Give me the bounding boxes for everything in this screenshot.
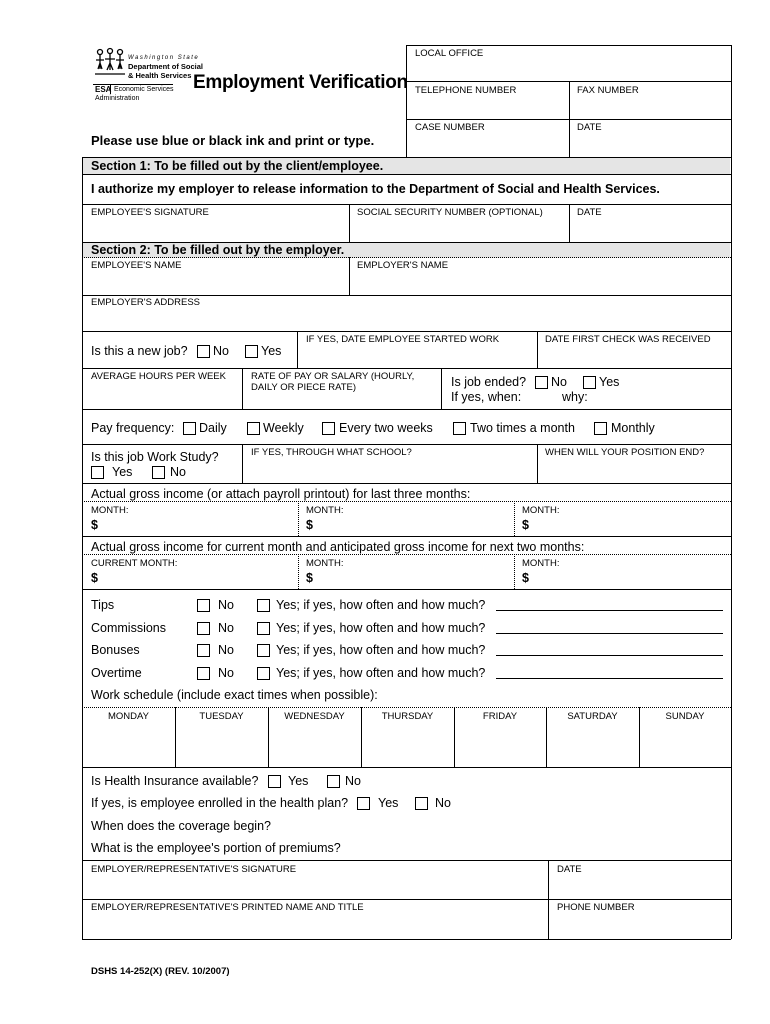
current-month-field[interactable]: CURRENT MONTH: [91,558,178,569]
first-check-field[interactable]: DATE FIRST CHECK WAS RECEIVED [545,334,711,345]
job-ended-no-label: No [551,375,567,389]
state-label: Washington State [128,55,200,61]
freq-daily-label: Daily [199,421,227,435]
gross-current-heading: Actual gross income for current month and anticipated gross income for next two months: [91,540,585,554]
form-number: DSHS 14-252(X) (REV. 10/2007) [91,966,230,977]
past-amount-1: $ [91,518,98,532]
rep-signature-field[interactable]: EMPLOYER/REPRESENTATIVE'S SIGNATURE [91,864,297,875]
past-amount-2: $ [306,518,313,532]
job-ended-why-field[interactable]: why: [562,390,588,404]
rate-line-1[interactable]: RATE OF PAY OR SALARY (HOURLY, [251,371,415,382]
enrolled-no-checkbox[interactable] [415,797,428,810]
freq-two-weeks-checkbox[interactable] [322,422,335,435]
next-month-1-field[interactable]: MONTH: [306,558,344,569]
new-job-question: Is this a new job? [91,344,188,358]
next-amount-1: $ [306,571,313,585]
overtime-label: Overtime [91,666,142,680]
employee-name-field[interactable]: EMPLOYEE'S NAME [91,260,182,271]
past-month-2-field[interactable]: MONTH: [306,505,344,516]
dept-line-1: Department of Social [128,62,204,71]
freq-two-weeks-label: Every two weeks [339,421,433,435]
date-started-field[interactable]: IF YES, DATE EMPLOYEE STARTED WORK [306,334,500,345]
work-study-question: Is this job Work Study? [91,450,219,464]
work-schedule-heading: Work schedule (include exact times when possible): [91,688,378,702]
form-title: Employment Verification [193,72,408,93]
freq-two-month-label: Two times a month [470,421,575,435]
avg-hours-field[interactable]: AVERAGE HOURS PER WEEK [91,371,226,382]
premium-portion-question[interactable]: What is the employee's portion of premiums? [91,841,341,855]
office-date-field[interactable]: DATE [577,122,602,133]
rep-date-field[interactable]: DATE [557,864,582,875]
employee-signature-field[interactable]: EMPLOYEE'S SIGNATURE [91,207,209,218]
freq-weekly-checkbox[interactable] [247,422,260,435]
tips-amount-line[interactable] [496,610,723,611]
new-job-yes-checkbox[interactable] [245,345,258,358]
bonuses-yes-checkbox[interactable] [257,644,270,657]
job-ended-no-checkbox[interactable] [535,376,548,389]
new-job-no-checkbox[interactable] [197,345,210,358]
fax-field[interactable]: FAX NUMBER [577,85,639,96]
overtime-no-checkbox[interactable] [197,667,210,680]
dept-line-2: & Health Services [128,71,192,80]
authorization-statement: I authorize my employer to release information to the Department of Social and Health Services. [91,182,660,196]
commissions-amount-line[interactable] [496,633,723,634]
ssn-field[interactable]: SOCIAL SECURITY NUMBER (OPTIONAL) [357,207,543,218]
coverage-begin-question[interactable]: When does the coverage begin? [91,819,271,833]
job-ended-yes-checkbox[interactable] [583,376,596,389]
job-ended-when-field[interactable]: If yes, when: [451,390,522,404]
tips-no-label: No [218,598,234,612]
bonuses-no-label: No [218,643,234,657]
schedule-thursday[interactable]: THURSDAY [381,711,434,722]
health-no-checkbox[interactable] [327,775,340,788]
tips-label: Tips [91,598,115,612]
next-amount-2: $ [522,571,529,585]
overtime-yes-checkbox[interactable] [257,667,270,680]
commissions-no-checkbox[interactable] [197,622,210,635]
freq-weekly-label: Weekly [263,421,304,435]
tips-how-often-label: Yes; if yes, how often and how much? [276,598,486,612]
schedule-monday[interactable]: MONDAY [108,711,149,722]
health-yes-label: Yes [288,774,309,788]
section2-heading: Section 2: To be filled out by the employer. [91,243,345,257]
work-study-no-checkbox[interactable] [152,466,165,479]
bonuses-label: Bonuses [91,643,140,657]
ink-instruction: Please use blue or black ink and print or type. [91,133,375,148]
commissions-label: Commissions [91,621,167,635]
commissions-how-often-label: Yes; if yes, how often and how much? [276,621,486,635]
pay-frequency-label: Pay frequency: [91,421,175,435]
section1-heading: Section 1: To be filled out by the client/employee. [91,159,384,173]
work-study-yes-label: Yes [112,465,133,479]
rep-phone-field[interactable]: PHONE NUMBER [557,902,635,913]
new-job-no-label: No [213,344,229,358]
past-month-1-field[interactable]: MONTH: [91,505,129,516]
overtime-no-label: No [218,666,234,680]
telephone-field[interactable]: TELEPHONE NUMBER [415,85,517,96]
schedule-wednesday[interactable]: WEDNESDAY [284,711,345,722]
employer-address-field[interactable]: EMPLOYER'S ADDRESS [91,297,200,308]
tips-yes-checkbox[interactable] [257,599,270,612]
freq-monthly-checkbox[interactable] [594,422,607,435]
enrolled-yes-checkbox[interactable] [357,797,370,810]
schedule-sunday[interactable]: SUNDAY [665,711,705,722]
work-study-yes-checkbox[interactable] [91,466,104,479]
enrolled-no-label: No [435,796,451,810]
enrolled-yes-label: Yes [378,796,399,810]
local-office-field[interactable]: LOCAL OFFICE [415,48,484,59]
work-study-no-label: No [170,465,186,479]
employer-name-field[interactable]: EMPLOYER'S NAME [357,260,449,271]
schedule-saturday[interactable]: SATURDAY [567,711,618,722]
employee-date-field[interactable]: DATE [577,207,602,218]
past-amount-3: $ [522,518,529,532]
freq-daily-checkbox[interactable] [183,422,196,435]
next-month-2-field[interactable]: MONTH: [522,558,560,569]
rate-line-2: DAILY OR PIECE RATE) [251,382,357,393]
past-month-3-field[interactable]: MONTH: [522,505,560,516]
esa-line-1: Economic Services [114,86,174,93]
commissions-yes-checkbox[interactable] [257,622,270,635]
new-job-yes-label: Yes [261,344,282,358]
health-insurance-question: Is Health Insurance available? [91,774,259,788]
dshs-logo-icon [93,46,127,88]
esa-line-2: Administration [95,95,140,102]
schedule-tuesday[interactable]: TUESDAY [199,711,244,722]
overtime-amount-line[interactable] [496,678,723,679]
school-field[interactable]: IF YES, THROUGH WHAT SCHOOL? [251,447,412,458]
job-ended-yes-label: Yes [599,375,620,389]
gross-last3-heading: Actual gross income (or attach payroll printout) for last three months: [91,487,471,501]
bonuses-no-checkbox[interactable] [197,644,210,657]
esa-abbr: ESA [95,85,112,94]
rep-name-title-field[interactable]: EMPLOYER/REPRESENTATIVE'S PRINTED NAME AND TITLE [91,902,364,913]
overtime-how-often-label: Yes; if yes, how often and how much? [276,666,486,680]
case-number-field[interactable]: CASE NUMBER [415,122,485,133]
health-no-label: No [345,774,361,788]
commissions-no-label: No [218,621,234,635]
schedule-friday[interactable]: FRIDAY [482,711,518,722]
position-end-field[interactable]: WHEN WILL YOUR POSITION END? [545,447,705,458]
freq-monthly-label: Monthly [611,421,655,435]
health-yes-checkbox[interactable] [268,775,281,788]
current-amount: $ [91,571,98,585]
bonuses-amount-line[interactable] [496,655,723,656]
enrolled-question: If yes, is employee enrolled in the health plan? [91,796,349,810]
freq-two-month-checkbox[interactable] [453,422,466,435]
job-ended-question: Is job ended? [451,375,527,389]
bonuses-how-often-label: Yes; if yes, how often and how much? [276,643,486,657]
tips-no-checkbox[interactable] [197,599,210,612]
